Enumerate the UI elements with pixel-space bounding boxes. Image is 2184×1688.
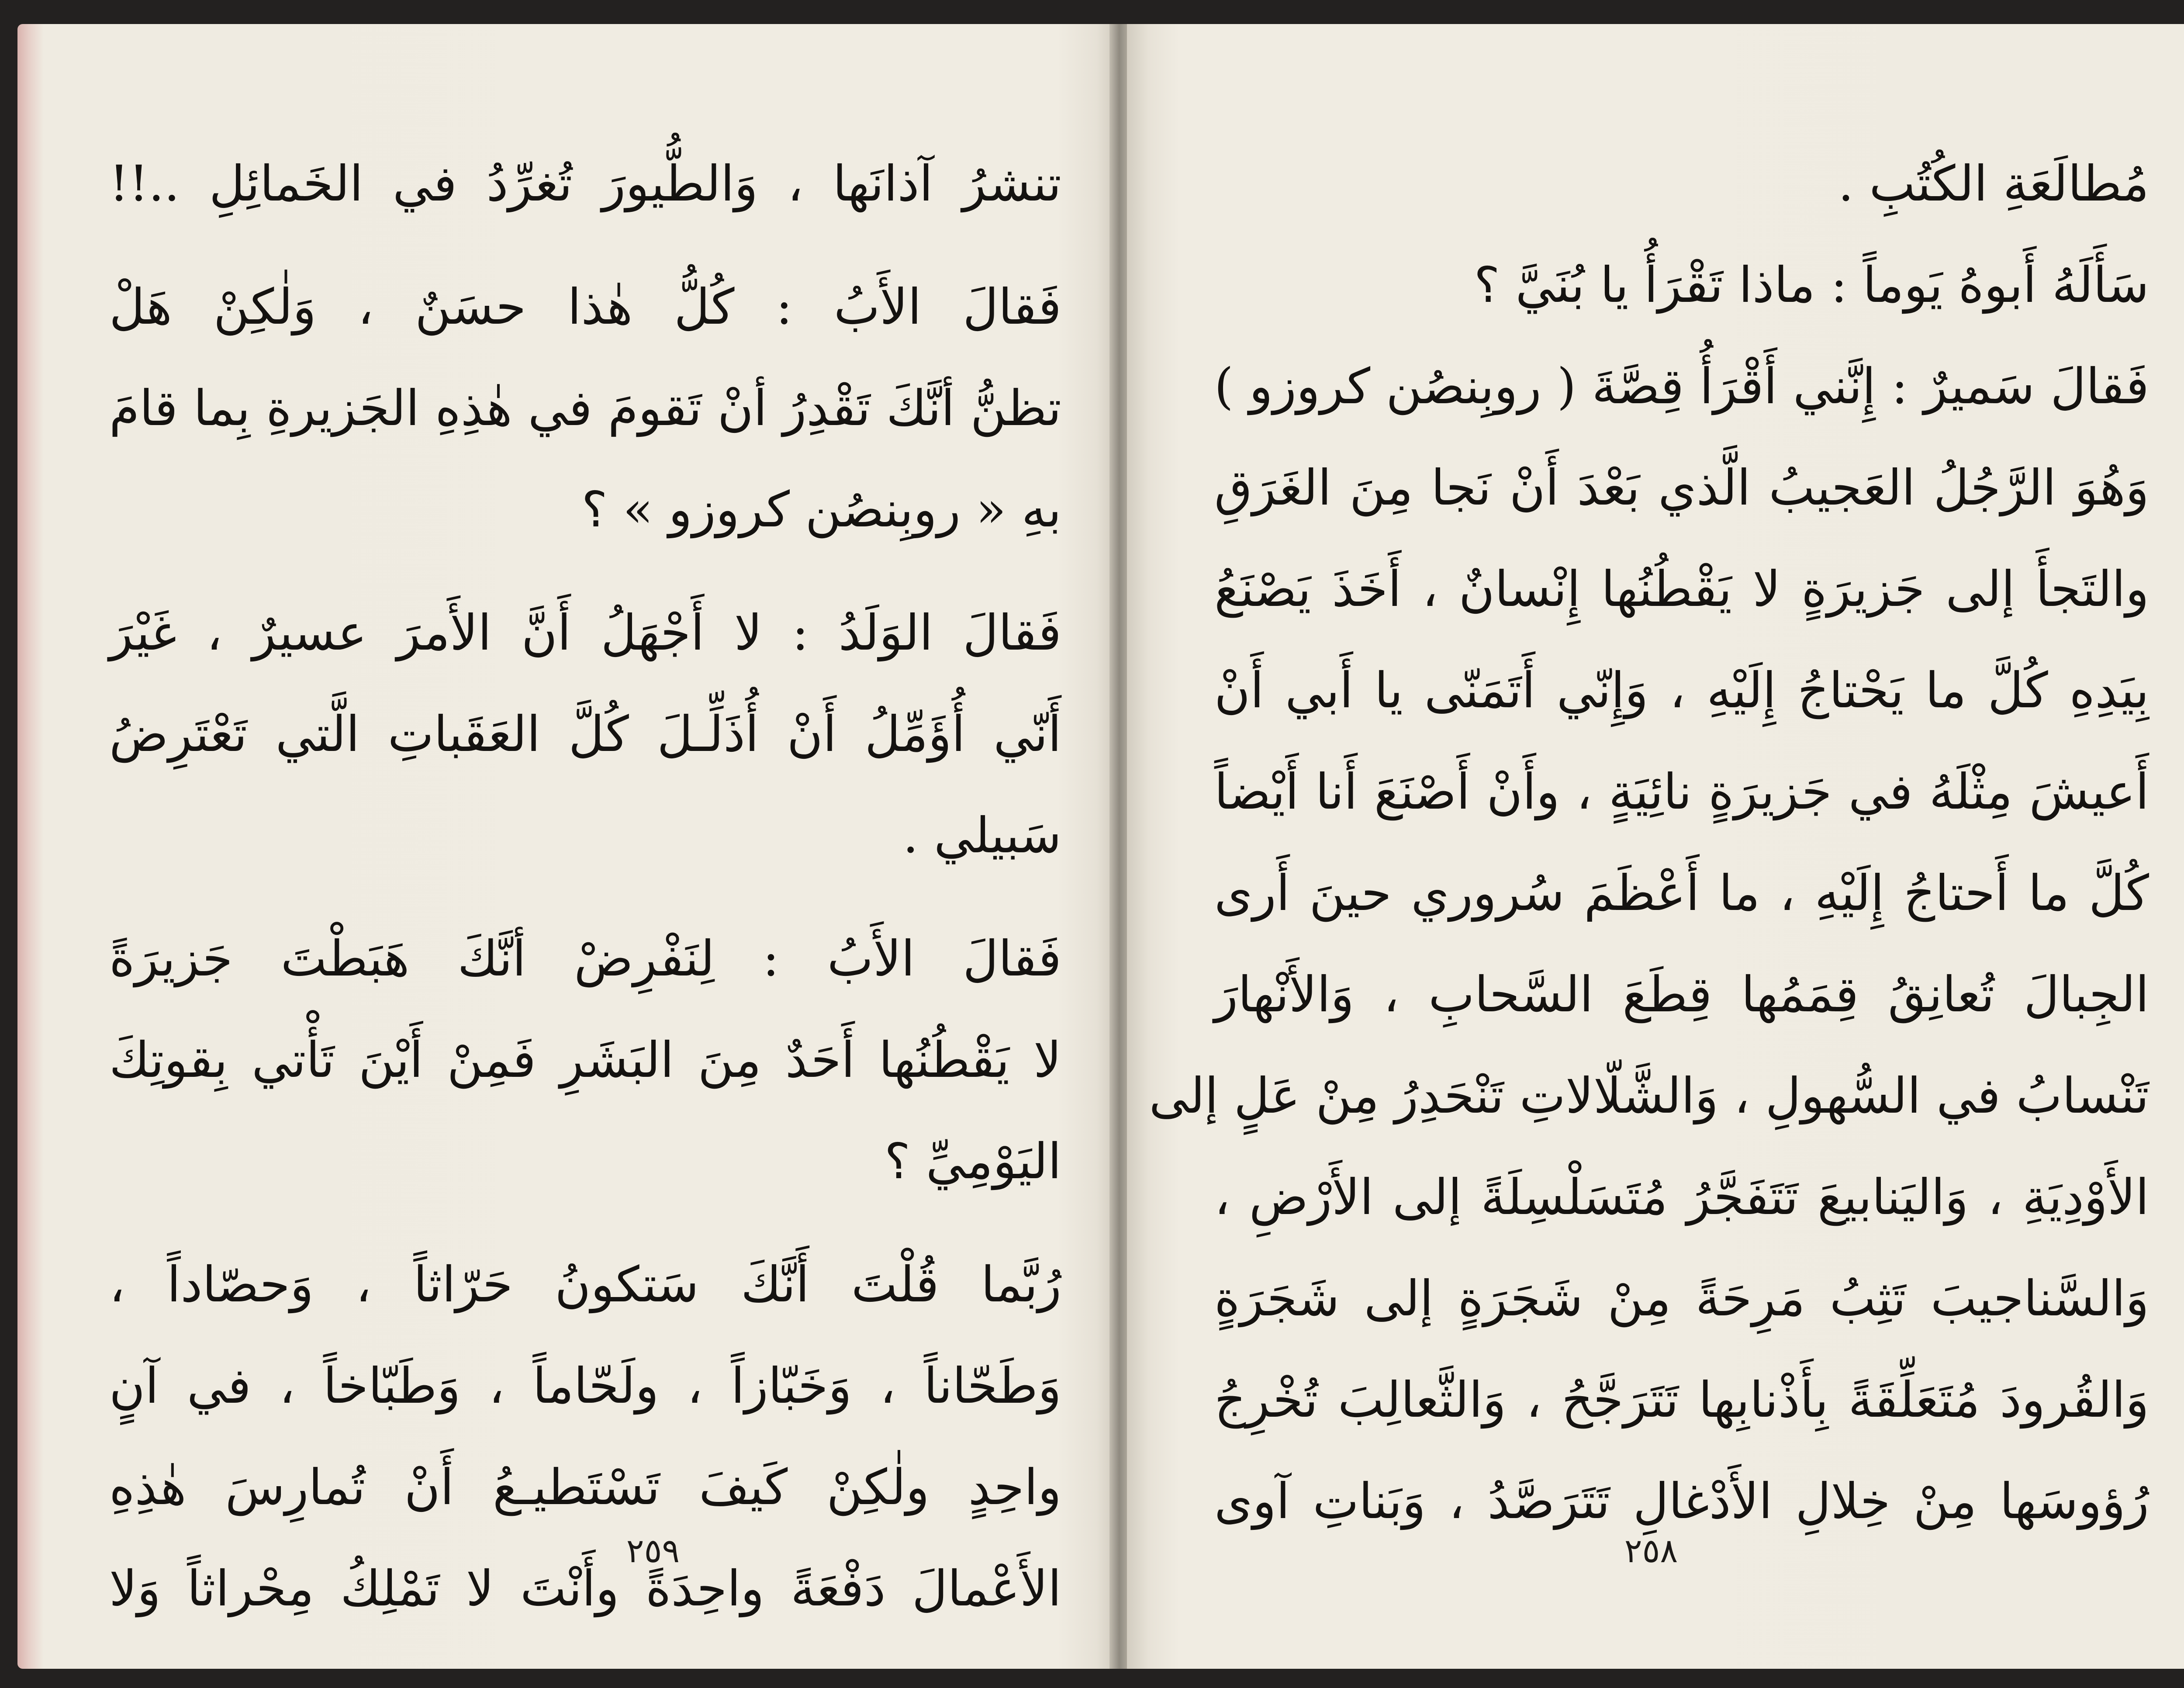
text-line: تنشرُ آذانَها ، وَالطُّيورَ تُغرِّدُ في الخَمائِلِ ..!! bbox=[109, 156, 1062, 212]
text-line: أَعيشَ مِثْلَهُ في جَزيرَةٍ نائِيَةٍ ، وأَنْ أَصْنَعَ أَنا أَيْضاً bbox=[1214, 764, 2149, 820]
text-line: سَأَلَهُ أَبوهُ يَوماً : ماذا تَقْرَأُ يا بُنَيَّ ؟ bbox=[1474, 257, 2149, 314]
text-line: واحِدٍ ولٰكِنْ كَيفَ تَسْتَطيـعُ أَنْ تُمارِسَ هٰذِهِ bbox=[109, 1459, 1061, 1516]
page-number: ٢٥٩ bbox=[626, 1531, 680, 1570]
text-line: الأَوْدِيَةِ ، وَاليَنابيعَ تَتَفَجَّرُ مُتَسَلْسِلَةً إلى الأَرْضِ ، bbox=[1214, 1169, 2149, 1226]
text-line: فَقالَ سَميرٌ : إِنَّني أَقْرَأُ قِصَّةَ ( روبِنصُن كروزو ) bbox=[1214, 358, 2149, 415]
text-line: رُبَّما قُلْتَ أَنَّكَ سَتكونُ حَرّاثاً ، وَحصّاداً ، bbox=[109, 1256, 1061, 1313]
text-line: وَهُوَ الرَّجُلُ العَجيبُ الَّذي بَعْدَ أَنْ نَجا مِنَ الغَرَقِ bbox=[1214, 460, 2149, 516]
left-page bbox=[17, 24, 1114, 1669]
text-line: تَنْسابُ في السُّهولِ ، وَالشَّلّالاتِ تَنْحَدِرُ مِنْ عَلٍ إلى bbox=[1149, 1068, 2149, 1124]
left-page-text bbox=[109, 133, 1061, 1640]
text-line: الأَعْمالَ دَفْعَةً واحِدَةً وأَنْتَ لا تَمْلِكُ مِحْراثاً وَلا bbox=[109, 1560, 1061, 1617]
text-line: بهِ « روبِنصُن كروزو » ؟ bbox=[581, 481, 1061, 538]
text-line: كُلَّ ما أَحتاجُ إِلَيْهِ ، ما أَعْظَمَ سُروري حينَ أَرى bbox=[1214, 865, 2149, 922]
text-line: تظنُّ أنَّكَ تَقْدِرُ أنْ تَقومَ في هٰذِهِ الجَزيرةِ بِما قامَ bbox=[109, 380, 1061, 437]
right-page-text bbox=[1149, 133, 2149, 1552]
text-line: مُطالَعَةِ الكُتُبِ . bbox=[1838, 156, 2149, 212]
text-line: فَقالَ الأَبُ : لِنَفْرِضْ أنَّكَ هَبَطْتَ جَزيرَةً bbox=[109, 930, 1061, 987]
right-page bbox=[1127, 24, 2184, 1669]
text-line: وَطَحّاناً ، وَخَبّازاً ، ولَحّاماً ، وَطَبّاخاً ، في آنٍ bbox=[109, 1358, 1061, 1415]
page-number: ٢٥٨ bbox=[1624, 1531, 1678, 1570]
text-line: بِيَدِهِ كُلَّ ما يَحْتاجُ إِلَيْهِ ، وَإِنّي أَتَمَنّى يا أَبي أَنْ bbox=[1214, 662, 2149, 719]
text-line: سَبيلي . bbox=[902, 807, 1061, 864]
open-book bbox=[17, 24, 2184, 1669]
text-line: رُؤوسَها مِنْ خِلالِ الأَدْغالِ تَتَرَصَّدُ ، وَبَناتِ آوى bbox=[1214, 1473, 2149, 1530]
text-line: فَقالَ الوَلَدُ : لا أَجْهَلُ أَنَّ الأَمرَ عسيرٌ ، غَيْرَ bbox=[109, 605, 1061, 661]
text-line: والتَجأَ إلى جَزيرَةٍ لا يَقْطُنُها إِنْسانٌ ، أَخَذَ يَصْنَعُ bbox=[1214, 561, 2149, 618]
text-line: لا يَقْطُنُها أَحَدٌ مِنَ البَشَرِ فَمِنْ أَيْنَ تَأْتي بِقوتِكَ bbox=[109, 1032, 1061, 1089]
text-line: وَالقُرودَ مُتَعَلِّقَةً بِأَذْنابِها تَتَرَجَّحُ ، وَالثَّعالِبَ تُخْرِجُ bbox=[1214, 1372, 2149, 1429]
text-line: وَالسَّناجيبَ تَثِبُ مَرِحَةً مِنْ شَجَرَةٍ إلى شَجَرَةٍ bbox=[1214, 1270, 2149, 1327]
text-line: الجِبالَ تُعانِقُ قِمَمُها قِطَعَ السَّحابِ ، وَالأَنْهارَ bbox=[1214, 966, 2149, 1023]
text-line: فَقالَ الأَبُ : كُلُّ هٰذا حسَنٌ ، وَلٰكِنْ هَلْ bbox=[109, 279, 1061, 336]
text-line: اليَوْمِيِّ ؟ bbox=[884, 1133, 1061, 1190]
text-line: أَنّي أُؤَمِّلُ أَنْ أُذَلِّـلَ كُلَّ العَقَباتِ الَّتي تَعْتَرِضُ bbox=[109, 706, 1061, 763]
